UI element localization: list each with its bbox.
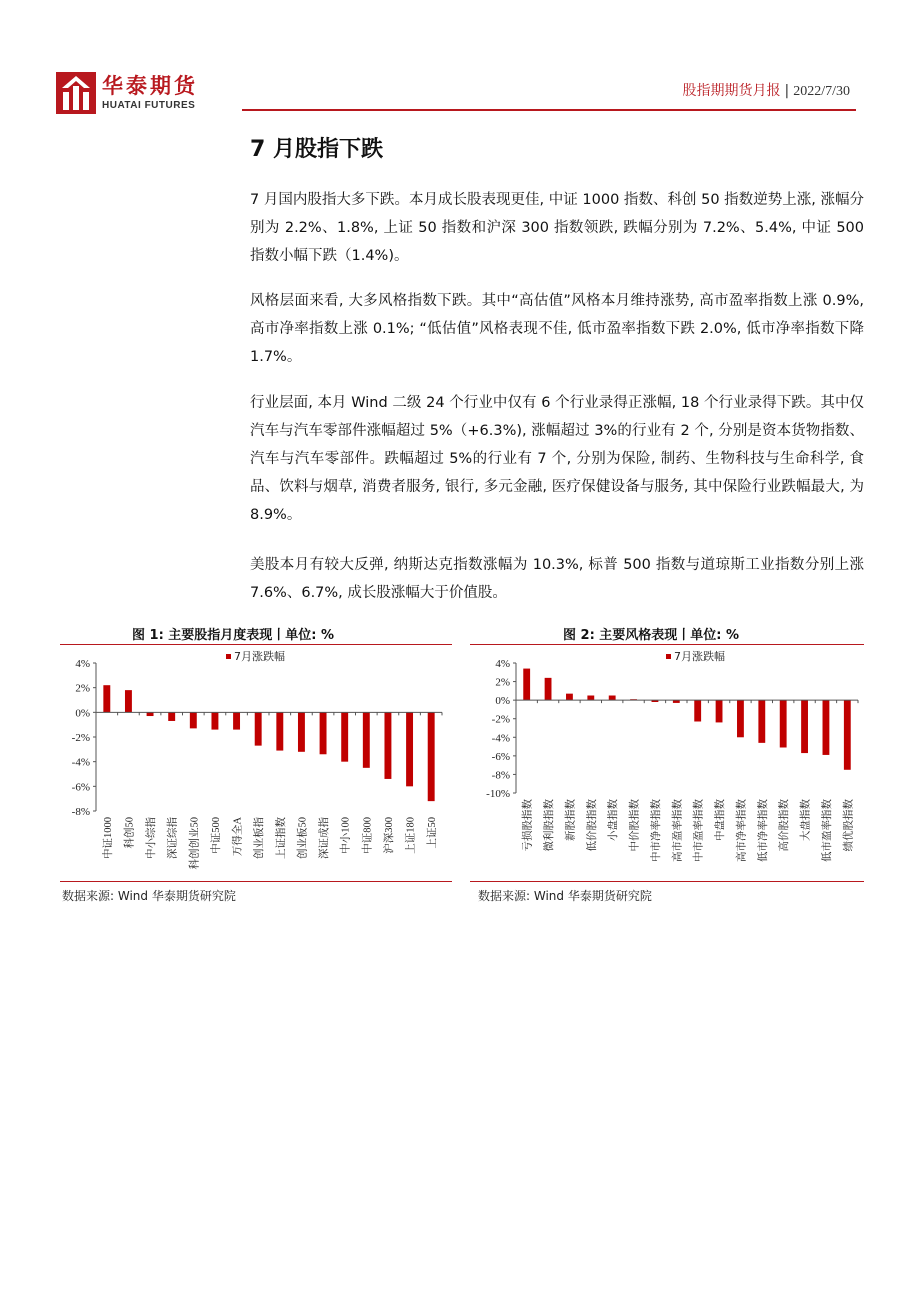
chart1-bar — [103, 685, 110, 712]
chart2-bar — [737, 700, 744, 737]
chart1-bar — [168, 712, 175, 721]
chart1-category-label: 上证50 — [427, 817, 439, 849]
header-divider — [242, 109, 856, 111]
chart2-category-label: 中市盈率指数 — [693, 799, 705, 862]
huatai-logo — [56, 72, 216, 116]
figure-1-title: 图 1: 主要股指月度表现丨单位: % — [132, 628, 335, 643]
chart1-bar — [298, 712, 305, 751]
chart2-bar — [694, 700, 701, 721]
chart2-y-tick-label: 2% — [495, 676, 510, 689]
chart1-category-label: 上证指数 — [275, 817, 287, 859]
chart1-bar — [363, 712, 370, 768]
chart1-y-tick-label: -2% — [71, 732, 90, 744]
figure-2-source: 数据来源: Wind 华泰期货研究院 — [478, 889, 652, 903]
chart1-bar — [320, 712, 327, 754]
chart2-category-label: 低市净率指数 — [757, 799, 769, 862]
chart1-legend-label: 7月涨跌幅 — [234, 650, 285, 663]
figure-1-chart — [60, 645, 452, 881]
chart2-bar — [716, 700, 723, 722]
chart2-y-tick-label: 4% — [495, 658, 510, 670]
chart1-bar — [384, 712, 391, 779]
chart1-category-label: 中证1000 — [102, 817, 114, 859]
chart1-bar — [147, 712, 154, 716]
report-date: 2022/7/30 — [793, 84, 850, 99]
chart2-y-tick-label: -10% — [486, 788, 510, 800]
chart2-y-tick-label: 0% — [495, 695, 510, 708]
chart1-category-label: 科创50 — [124, 817, 136, 849]
chart1-y-tick-label: 4% — [75, 658, 90, 670]
chart1-y-tick-label: -6% — [71, 781, 90, 794]
chart2-bar — [566, 694, 573, 701]
paragraph-industry: 行业层面, 本月 Wind 二级 24 个行业中仅有 6 个行业录得正涨幅, 18 个行业录得下跌。其中仅汽车与汽车零部件涨幅超过 5%（+6.3%), 涨幅超过 3%的行业有 2 个, 分别是资本货物指数、汽车与汽车零部件。跌幅超过 5%的行业有 7 个, 分别为保险, 制药、生物科技与生命科学, 食品、饮料与烟草, 消费者服务, 银行, 多元金融, 医疗保健设备与服务, 其中保险行业跌幅最大, 为 8.9%。 — [250, 395, 864, 523]
chart1-category-label: 中小100 — [340, 817, 352, 854]
chart2-bar — [587, 696, 594, 701]
chart2-category-label: 中市净率指数 — [650, 799, 662, 862]
chart1-category-label: 上证180 — [405, 817, 417, 854]
header-separator: | — [784, 83, 790, 99]
chart2-category-label: 小盘指数 — [608, 799, 620, 841]
chart2-category-label: 亏损股指数 — [522, 799, 534, 852]
chart1-category-label: 沪深300 — [383, 817, 395, 854]
chart2-y-tick-label: -8% — [491, 769, 510, 782]
chart2-category-label: 大盘指数 — [800, 799, 812, 841]
chart2-bar — [780, 700, 787, 747]
chart1-category-label: 中证500 — [210, 817, 222, 854]
chart1-bar — [125, 690, 132, 712]
chart1-bar — [233, 712, 240, 729]
chart2-category-label: 中价股指数 — [629, 799, 641, 852]
chart2-category-label: 高市盈率指数 — [672, 799, 684, 862]
section-title: 7 月股指下跌 — [250, 137, 383, 162]
chart1-category-label: 中证800 — [362, 817, 374, 854]
report-name: 股指期期货月报 — [682, 83, 781, 99]
chart2-bar — [523, 669, 530, 701]
chart1-y-tick-label: 2% — [75, 682, 90, 695]
chart1-category-label: 创业板指 — [254, 817, 266, 859]
report-header — [683, 80, 851, 100]
chart2-y-tick-label: -6% — [491, 750, 510, 763]
chart1-category-label: 创业板50 — [297, 817, 309, 859]
figure-1-bottom-rule — [60, 881, 452, 882]
chart2-bar — [609, 696, 616, 701]
chart1-bar — [255, 712, 262, 745]
chart1-category-label: 科创创业50 — [189, 817, 201, 870]
logo-english-name: HUATAI FUTURES — [102, 100, 196, 111]
chart1-bar — [276, 712, 283, 750]
chart2-y-tick-label: -4% — [491, 732, 510, 745]
chart1-category-label: 中小综指 — [146, 817, 158, 859]
chart2-category-label: 微利股指数 — [544, 799, 556, 852]
chart2-bar — [758, 700, 765, 743]
chart2-category-label: 新股指数 — [565, 799, 577, 841]
chart1-legend-swatch — [226, 654, 231, 659]
chart2-category-label: 绩优股指数 — [843, 799, 855, 852]
figure-2-title: 图 2: 主要风格表现丨单位: % — [563, 628, 740, 643]
chart1-y-tick-label: -8% — [71, 806, 90, 818]
logo-chinese-name: 华泰期货 — [102, 74, 198, 98]
chart1-y-tick-label: 0% — [75, 707, 90, 720]
chart2-bar — [844, 700, 851, 770]
figure-1-source: 数据来源: Wind 华泰期货研究院 — [62, 889, 236, 903]
chart2-y-tick-label: -2% — [491, 713, 510, 726]
chart1-category-label: 深证成指 — [319, 817, 331, 859]
paragraph-style: 风格层面来看, 大多风格指数下跌。其中“高估值”风格本月维持涨势, 高市盈率指数上涨 0.9%, 高市净率指数上涨 0.1%; “低估值”风格表现不佳, 低市盈率指数下跌 2.0%, 低市净率指数下降 1.7%。 — [250, 293, 864, 365]
paragraph-indices: 7 月国内股指大多下跌。本月成长股表现更佳, 中证 1000 指数、科创 50 指数逆势上涨, 涨幅分别为 2.2%、1.8%, 上证 50 指数和沪深 300 指数领跌, 跌幅分别为 7.2%、5.4%, 中证 500 指数小幅下跌（1.4%)。 — [250, 192, 864, 264]
chart2-category-label: 低市盈率指数 — [821, 799, 833, 862]
chart2-bar — [801, 700, 808, 753]
chart1-bar — [211, 712, 218, 729]
huatai-logo-icon — [56, 72, 96, 114]
chart2-bar — [823, 700, 830, 755]
chart2-category-label: 低价股指数 — [586, 799, 598, 852]
figure-2-bottom-rule — [470, 881, 864, 882]
paragraph-us-stocks: 美股本月有较大反弹, 纳斯达克指数涨幅为 10.3%, 标普 500 指数与道琼斯工业指数分别上涨 7.6%、6.7%, 成长股涨幅大于价值股。 — [250, 557, 864, 601]
chart2-legend-swatch — [666, 654, 671, 659]
figure-2-chart — [470, 645, 864, 881]
chart1-bar — [341, 712, 348, 761]
chart2-category-label: 高市净率指数 — [736, 799, 748, 862]
chart2-bar — [545, 678, 552, 700]
chart1-bar — [428, 712, 435, 801]
chart1-bar — [190, 712, 197, 728]
chart1-bar — [406, 712, 413, 786]
chart2-category-label: 高价股指数 — [779, 799, 791, 852]
chart2-legend-label: 7月涨跌幅 — [674, 650, 725, 663]
chart1-category-label: 万得全A — [232, 817, 244, 857]
chart2-category-label: 中盘指数 — [715, 799, 727, 841]
chart1-category-label: 深证综指 — [167, 817, 179, 859]
chart1-y-tick-label: -4% — [71, 756, 90, 769]
